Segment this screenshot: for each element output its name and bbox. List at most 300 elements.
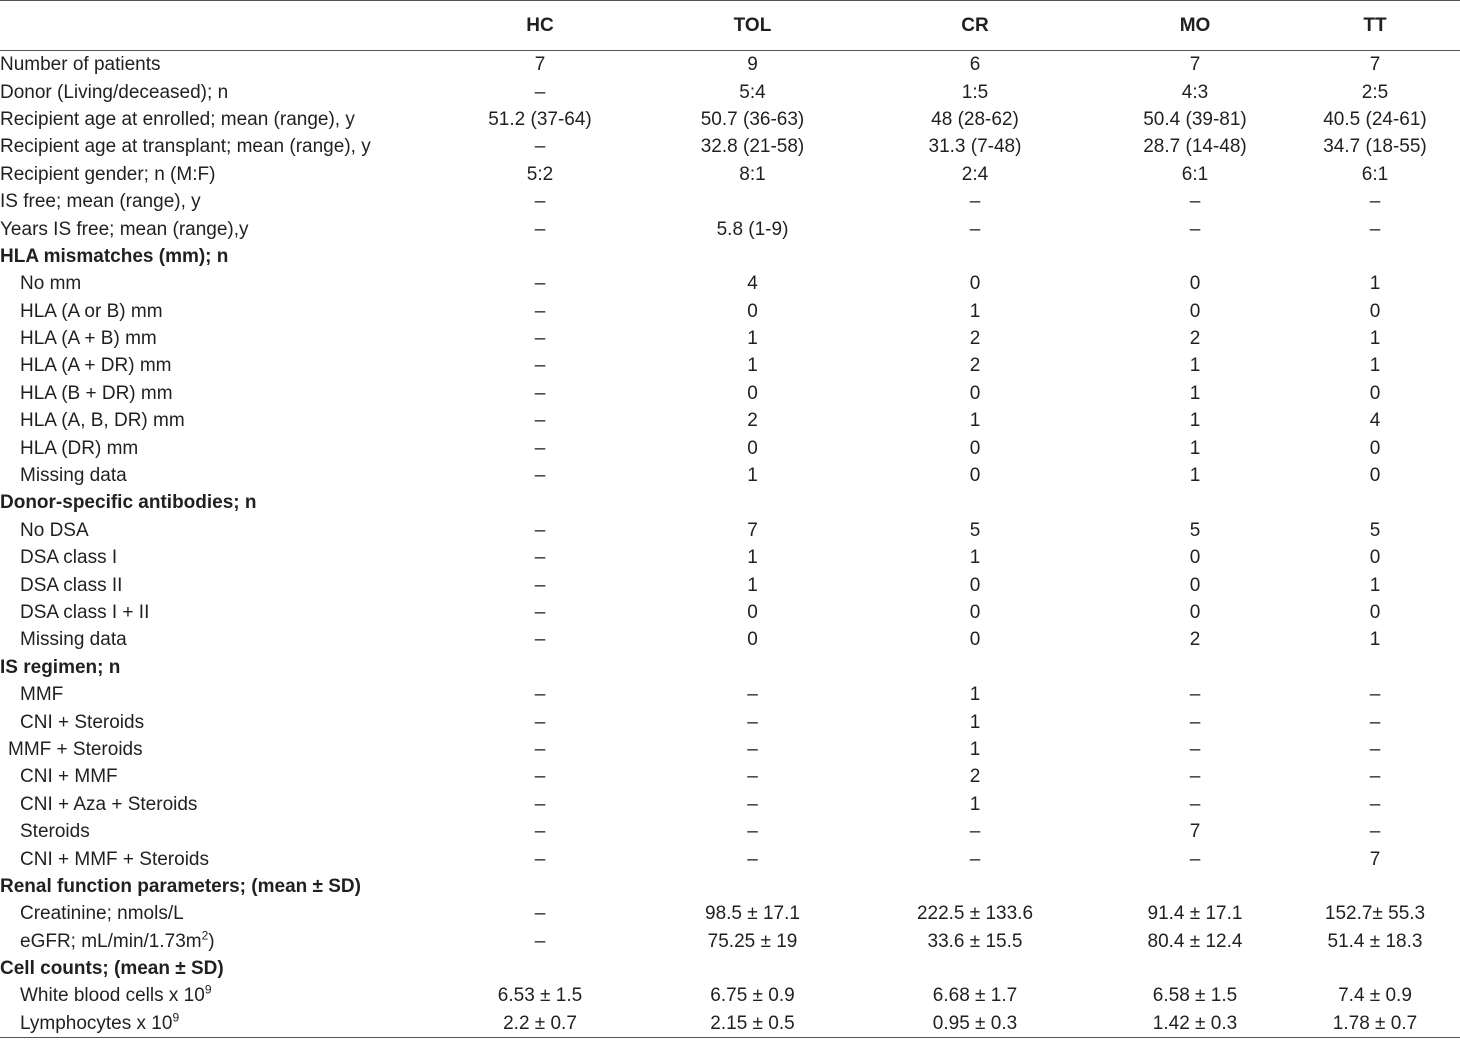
cell-tol: – — [747, 793, 758, 815]
header-cell-label — [0, 1, 425, 51]
row-label — [0, 215, 425, 242]
cell-tol — [655, 489, 850, 516]
row-label-text: DSA class I + II — [20, 602, 150, 623]
cell-tol: – — [747, 711, 758, 733]
cell-tol: 4 — [747, 273, 758, 295]
row-label — [0, 900, 425, 927]
cell-tol: 5.8 (1-9) — [716, 218, 789, 240]
cell-tt: 1 — [1369, 574, 1381, 596]
table-row — [0, 599, 1460, 626]
row-label-text: Recipient age at enrolled; mean (range), y — [0, 108, 355, 130]
cell-mo: 2 — [1189, 629, 1201, 651]
cell-tt: 5 — [1369, 519, 1381, 541]
cell-cr: 2 — [969, 766, 981, 788]
section-row — [0, 654, 1460, 681]
cell-hc: 2.2 ± 0.7 — [425, 1010, 655, 1038]
row-label — [0, 380, 425, 407]
cell-hc: – — [534, 382, 546, 404]
cell-cr — [850, 873, 1100, 900]
cell-tt: – — [1369, 711, 1381, 733]
cell-cr: 31.3 (7-48) — [928, 136, 1022, 158]
cell-cr: 1 — [969, 684, 981, 706]
cell-cr — [850, 243, 1100, 270]
cell-tt: 1 — [1369, 355, 1381, 377]
row-label-suffix: ) — [208, 930, 215, 952]
cell-mo: 0 — [1189, 574, 1201, 596]
cell-cr: 1 — [969, 738, 981, 760]
cell-tt: 0 — [1369, 300, 1381, 322]
cell-tol: 9 — [747, 54, 758, 76]
cell-cr: 0 — [969, 629, 981, 651]
row-label — [0, 517, 425, 544]
row-label-text: CNI + Aza + Steroids — [20, 793, 198, 815]
row-label-text: HLA (B + DR) mm — [20, 382, 173, 404]
row-label-text: IS free; mean (range), y — [0, 191, 201, 213]
table-row — [0, 215, 1460, 242]
cell-tt: – — [1369, 738, 1381, 760]
cell-tt — [1290, 955, 1460, 982]
cell-cr — [850, 654, 1100, 681]
section-label — [0, 955, 425, 982]
row-label — [0, 78, 425, 105]
cell-cr: 222.5 ± 133.6 — [916, 903, 1034, 925]
cell-hc: – — [534, 437, 546, 459]
cell-tol: 0 — [747, 300, 758, 322]
cell-mo: 0 — [1189, 273, 1201, 295]
row-label — [0, 462, 425, 489]
cell-tol: 98.5 ± 17.1 — [705, 903, 800, 925]
row-label-text: MMF + Steroids — [8, 738, 143, 760]
cell-cr — [850, 489, 1100, 516]
cell-hc: – — [534, 930, 546, 952]
cell-hc — [425, 955, 655, 982]
row-label — [0, 681, 425, 708]
row-label — [0, 599, 425, 626]
cell-cr: 1 — [969, 410, 981, 432]
row-label — [0, 982, 425, 1009]
cell-tt — [1290, 489, 1460, 516]
cell-tt: 1.78 ± 0.7 — [1290, 1010, 1460, 1038]
cell-hc: – — [534, 191, 546, 213]
row-label-text: Renal function parameters; (mean ± SD) — [0, 875, 361, 897]
cell-tt: – — [1369, 191, 1381, 213]
cell-mo — [1100, 489, 1290, 516]
table-row — [0, 325, 1460, 352]
cell-tt — [1290, 654, 1460, 681]
cell-cr: 0 — [969, 437, 981, 459]
cell-mo: 0 — [1189, 602, 1201, 623]
cell-hc: – — [534, 218, 546, 240]
row-label — [0, 571, 425, 598]
cell-tt: 0 — [1369, 437, 1381, 459]
row-label-text: Recipient gender; n (M:F) — [0, 163, 216, 185]
cell-hc: – — [534, 766, 546, 788]
cell-cr: 1 — [969, 711, 981, 733]
cell-mo: 80.4 ± 12.4 — [1147, 930, 1243, 952]
cell-tol: 0 — [747, 602, 758, 623]
cell-cr: 1 — [969, 300, 981, 322]
table-row — [0, 407, 1460, 434]
cell-tt: – — [1369, 218, 1381, 240]
cell-mo — [1100, 654, 1290, 681]
cell-tt: 7.4 ± 0.9 — [1338, 985, 1412, 1007]
cell-mo: 28.7 (14-48) — [1143, 136, 1247, 158]
row-label — [0, 298, 425, 325]
table-row — [0, 298, 1460, 325]
row-label — [0, 845, 425, 872]
cell-tol: – — [747, 766, 758, 788]
header-cell-mo: MO — [1100, 1, 1290, 51]
cell-cr: 2 — [969, 328, 981, 350]
table-row — [0, 462, 1460, 489]
cell-mo: 50.4 (39-81) — [1143, 108, 1247, 130]
row-label-text: HLA mismatches (mm); n — [0, 245, 229, 267]
row-label — [0, 818, 425, 845]
cell-tt — [1290, 873, 1460, 900]
cell-hc: – — [534, 684, 546, 706]
cell-mo — [1100, 873, 1290, 900]
table-row — [0, 900, 1460, 927]
cell-tol: 0 — [747, 382, 758, 404]
cell-hc — [425, 873, 655, 900]
cell-cr: – — [969, 848, 981, 870]
header-cell-cr: CR — [850, 1, 1100, 51]
cell-hc: – — [534, 547, 546, 569]
cell-cr: 6 — [969, 54, 981, 76]
row-label-text: CNI + Steroids — [20, 711, 145, 733]
table-row — [0, 982, 1460, 1009]
cell-mo: 1 — [1189, 355, 1201, 377]
cell-cr: – — [969, 218, 981, 240]
cell-hc: – — [534, 355, 546, 377]
section-label — [0, 873, 425, 900]
cell-tol: 7 — [747, 519, 758, 541]
cell-hc: 51.2 (37-64) — [488, 108, 592, 130]
cell-tol: 50.7 (36-63) — [700, 108, 805, 130]
row-label — [0, 270, 425, 297]
row-label-text: HLA (A + DR) mm — [20, 355, 172, 377]
cell-cr: 0.95 ± 0.3 — [850, 1010, 1100, 1038]
cell-mo: 1 — [1189, 382, 1201, 404]
section-label — [0, 243, 425, 270]
cell-tol — [655, 243, 850, 270]
cell-mo: 1 — [1189, 410, 1201, 432]
table-row — [0, 106, 1460, 133]
cell-tol: – — [747, 821, 758, 843]
cell-tol: 2 — [747, 410, 758, 432]
table-row — [0, 626, 1460, 653]
cell-mo: – — [1189, 191, 1201, 213]
row-label-text: Missing data — [20, 629, 127, 651]
cell-mo: 6:1 — [1181, 163, 1209, 185]
row-label-text: eGFR; mL/min/1.73m — [20, 930, 202, 952]
cell-tt: 6:1 — [1361, 163, 1389, 185]
header-cell-tt: TT — [1290, 1, 1460, 51]
table-row — [0, 270, 1460, 297]
row-label-superscript: 9 — [172, 1010, 180, 1025]
cell-hc: – — [534, 711, 546, 733]
cell-mo: 2 — [1189, 328, 1201, 350]
cell-mo: – — [1189, 738, 1201, 760]
row-label — [0, 928, 425, 955]
cell-hc: – — [534, 738, 546, 760]
row-label — [0, 133, 425, 160]
cell-cr: 0 — [969, 465, 981, 487]
row-label — [0, 188, 425, 215]
cell-mo: – — [1189, 218, 1201, 240]
cell-tol: 1 — [747, 574, 758, 596]
cell-tol: 75.25 ± 19 — [707, 930, 798, 952]
cell-tt: – — [1369, 766, 1381, 788]
table-row — [0, 544, 1460, 571]
row-label — [0, 325, 425, 352]
table-row — [0, 845, 1460, 872]
cell-hc: – — [534, 273, 546, 295]
row-label — [0, 544, 425, 571]
cell-mo: 5 — [1189, 519, 1201, 541]
cell-hc: – — [534, 328, 546, 350]
cell-hc: – — [534, 848, 546, 870]
table-row — [0, 51, 1460, 79]
cell-tt: 152.7± 55.3 — [1324, 903, 1426, 925]
table-row — [0, 791, 1460, 818]
table-row — [0, 818, 1460, 845]
cell-mo: – — [1189, 848, 1201, 870]
cell-hc: – — [534, 903, 546, 925]
row-label — [0, 407, 425, 434]
table-row — [0, 517, 1460, 544]
cell-hc: – — [534, 629, 546, 651]
cell-mo: 0 — [1189, 300, 1201, 322]
cell-tt: 0 — [1369, 602, 1381, 623]
cell-hc: 6.53 ± 1.5 — [497, 985, 583, 1007]
section-label — [0, 489, 425, 516]
cell-mo: – — [1189, 766, 1201, 788]
cell-hc: – — [534, 574, 546, 596]
cell-hc: – — [534, 793, 546, 815]
cell-cr: – — [969, 191, 981, 213]
row-label-superscript: 2 — [201, 928, 209, 943]
row-label-text: Cell counts; (mean ± SD) — [0, 958, 224, 980]
row-label — [0, 106, 425, 133]
row-label-text: Donor (Living/deceased); n — [0, 81, 229, 103]
table-row — [0, 763, 1460, 790]
row-label — [0, 791, 425, 818]
cell-tol: 1 — [747, 328, 758, 350]
cell-mo: 91.4 ± 17.1 — [1147, 903, 1243, 925]
cell-tol — [655, 188, 850, 215]
row-label — [0, 161, 425, 188]
cell-cr: 1 — [969, 793, 981, 815]
table-row — [0, 188, 1460, 215]
table-row — [0, 571, 1460, 598]
cell-tol: 0 — [747, 629, 758, 651]
row-label-text: Lymphocytes x 10 — [20, 1012, 173, 1034]
row-label-text: HLA (DR) mm — [20, 437, 139, 459]
cell-tt: 51.4 ± 18.3 — [1327, 930, 1423, 952]
cell-tol: 5:4 — [739, 81, 766, 103]
cell-tol: 32.8 (21-58) — [700, 136, 805, 158]
cell-mo: – — [1189, 684, 1201, 706]
row-label-text: DSA class II — [20, 574, 123, 596]
row-label-text: Recipient age at transplant; mean (range), y — [0, 136, 371, 158]
row-label-text: CNI + MMF — [20, 766, 118, 788]
row-label-superscript: 9 — [204, 983, 212, 998]
row-label — [0, 763, 425, 790]
cell-tt — [1290, 243, 1460, 270]
row-label — [0, 736, 425, 763]
row-label-text: No mm — [20, 273, 82, 295]
cell-tol: 1 — [747, 355, 758, 377]
cell-hc: – — [534, 519, 546, 541]
cell-hc — [425, 243, 655, 270]
row-label-text: HLA (A, B, DR) mm — [20, 410, 185, 432]
cell-tt: 4 — [1369, 410, 1381, 432]
row-label-text: IS regimen; n — [0, 656, 121, 678]
cell-tol: 2.15 ± 0.5 — [655, 1010, 850, 1038]
cell-hc: – — [534, 410, 546, 432]
cell-tt: 2:5 — [1361, 81, 1389, 103]
cell-cr: 1 — [969, 547, 981, 569]
row-label-text: MMF — [20, 684, 64, 706]
cell-cr: 0 — [969, 382, 981, 404]
row-label-text: No DSA — [20, 519, 89, 541]
cell-mo: 6.58 ± 1.5 — [1152, 985, 1238, 1007]
row-label-text: HLA (A + B) mm — [20, 328, 157, 350]
table-row — [0, 928, 1460, 955]
cell-mo: 1 — [1189, 437, 1201, 459]
table-header-row — [0, 1, 1460, 51]
cell-tt: 0 — [1369, 382, 1381, 404]
row-label — [0, 434, 425, 461]
cell-cr: 1:5 — [961, 81, 989, 103]
cell-tt: 0 — [1369, 465, 1381, 487]
section-row — [0, 873, 1460, 900]
cell-tol: 8:1 — [739, 163, 766, 185]
section-row — [0, 243, 1460, 270]
row-label — [0, 708, 425, 735]
cell-tt: – — [1369, 793, 1381, 815]
cell-tt: 7 — [1369, 848, 1381, 870]
cell-cr: 2:4 — [961, 163, 989, 185]
cell-mo — [1100, 955, 1290, 982]
row-label — [0, 1010, 425, 1038]
cell-tol: 0 — [747, 437, 758, 459]
table-row — [0, 681, 1460, 708]
cell-tol: – — [747, 738, 758, 760]
cell-tt: 1 — [1369, 328, 1381, 350]
cell-cr: 33.6 ± 15.5 — [927, 930, 1023, 952]
cell-hc: – — [534, 81, 546, 103]
row-label-text: HLA (A or B) mm — [20, 300, 163, 322]
cell-cr — [850, 955, 1100, 982]
cell-mo: 7 — [1189, 54, 1201, 76]
cell-hc: – — [534, 300, 546, 322]
row-label-text: Steroids — [20, 821, 90, 843]
cell-mo: 0 — [1189, 547, 1201, 569]
cell-tt: – — [1369, 684, 1381, 706]
section-label — [0, 654, 425, 681]
row-label-text: Donor-specific antibodies; n — [0, 492, 257, 514]
row-label-text: Years IS free; mean (range),y — [0, 218, 249, 240]
cell-tol — [655, 654, 850, 681]
table-row — [0, 708, 1460, 735]
table-row — [0, 78, 1460, 105]
cell-mo: – — [1189, 793, 1201, 815]
cell-tt: 1 — [1369, 273, 1381, 295]
cell-tol: – — [747, 848, 758, 870]
cell-tol — [655, 873, 850, 900]
table-row — [0, 133, 1460, 160]
cell-tt: 7 — [1369, 54, 1381, 76]
cell-hc: – — [534, 821, 546, 843]
cell-tt: 34.7 (18-55) — [1323, 136, 1427, 158]
cell-hc: – — [534, 465, 546, 487]
cell-tt: 0 — [1369, 547, 1381, 569]
cell-hc — [425, 489, 655, 516]
cell-cr: 2 — [969, 355, 981, 377]
cell-cr: 5 — [969, 519, 981, 541]
cell-tol: 1 — [747, 465, 758, 487]
cell-cr: 0 — [969, 574, 981, 596]
header-cell-tol: TOL — [655, 1, 850, 51]
cell-cr: – — [969, 821, 981, 843]
cell-mo: 1.42 ± 0.3 — [1100, 1010, 1290, 1038]
cell-mo — [1100, 243, 1290, 270]
cell-mo: 7 — [1189, 821, 1201, 843]
cell-cr: 48 (28-62) — [931, 108, 1019, 130]
cell-tol — [655, 955, 850, 982]
cell-tt: – — [1369, 821, 1381, 843]
row-label — [0, 626, 425, 653]
row-label-text: Creatinine; nmols/L — [20, 903, 184, 925]
table-row — [0, 352, 1460, 379]
table-row — [0, 434, 1460, 461]
row-label-text: White blood cells x 10 — [20, 985, 205, 1007]
row-label — [0, 51, 425, 79]
cell-tol: 1 — [747, 547, 758, 569]
cell-cr: 6.68 ± 1.7 — [932, 985, 1018, 1007]
section-row — [0, 489, 1460, 516]
row-label-text: DSA class I — [20, 547, 118, 569]
table-row — [0, 736, 1460, 763]
header-cell-hc: HC — [425, 1, 655, 51]
section-row — [0, 955, 1460, 982]
cell-cr: 0 — [969, 273, 981, 295]
row-label-text: Missing data — [20, 465, 127, 487]
table-row — [0, 161, 1460, 188]
cell-mo: – — [1189, 711, 1201, 733]
cell-hc: 7 — [534, 54, 546, 76]
cell-hc — [425, 654, 655, 681]
table-body — [0, 51, 1460, 1038]
cell-tt: 40.5 (24-61) — [1323, 108, 1427, 130]
cell-mo: 1 — [1189, 465, 1201, 487]
cell-hc: – — [534, 136, 546, 158]
row-label-text: Number of patients — [0, 54, 161, 76]
row-label-text: CNI + MMF + Steroids — [20, 848, 209, 870]
cell-tt: 1 — [1369, 629, 1381, 651]
table-row — [0, 1010, 1460, 1038]
cell-tol: 6.75 ± 0.9 — [710, 985, 795, 1007]
row-label — [0, 352, 425, 379]
table-row — [0, 380, 1460, 407]
cell-hc: – — [534, 602, 546, 623]
cell-hc: 5:2 — [526, 163, 554, 185]
cell-mo: 4:3 — [1181, 81, 1209, 103]
cell-cr: 0 — [969, 602, 981, 623]
cell-tol: – — [747, 684, 758, 706]
